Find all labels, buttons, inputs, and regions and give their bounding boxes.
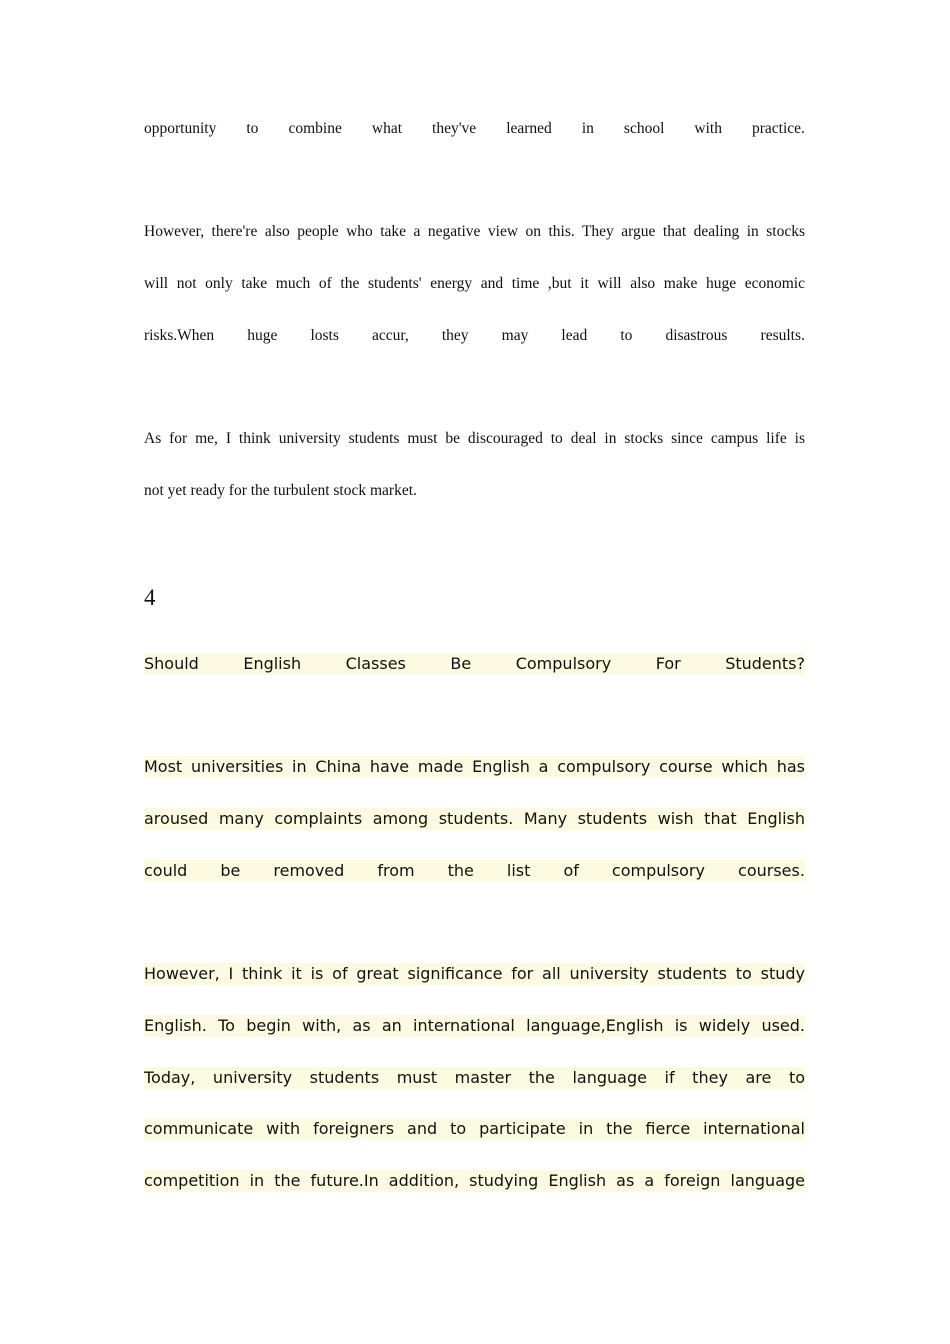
paragraph-line: Today, university students must master the language if they are to bbox=[144, 1068, 805, 1087]
word: in bbox=[581, 120, 594, 137]
word: to bbox=[620, 327, 633, 344]
word: English bbox=[243, 654, 302, 673]
word: disastrous bbox=[665, 327, 728, 344]
word: accur, bbox=[371, 327, 409, 344]
paragraph-line bbox=[144, 325, 805, 347]
paragraph-line: English. To begin with, as an international language,English is widely used. bbox=[144, 1016, 805, 1035]
word: Be bbox=[450, 654, 472, 673]
word: removed bbox=[273, 861, 345, 880]
paragraph-line: aroused many complaints among students. Many students wish that English bbox=[144, 809, 805, 828]
paragraph-line: As for me, I think university students must be discouraged to deal in stocks since campus life is bbox=[144, 430, 805, 447]
paragraph-line: will not only take much of the students' energy and time ,but it will also make huge economic bbox=[144, 275, 805, 292]
section-number: 4 bbox=[144, 585, 156, 610]
word: from bbox=[377, 861, 415, 880]
word: Classes bbox=[345, 654, 406, 673]
word: the bbox=[447, 861, 474, 880]
word: could bbox=[144, 861, 188, 880]
word: courses. bbox=[738, 861, 805, 880]
word: what bbox=[371, 120, 403, 137]
paragraph-line: However, I think it is of great significance for all university students to study bbox=[144, 964, 805, 983]
word: they've bbox=[432, 120, 477, 137]
word: of bbox=[563, 861, 579, 880]
word: may bbox=[501, 327, 529, 344]
word: learned bbox=[506, 120, 552, 137]
paragraph-line: However, there're also people who take a negative view on this. They argue that dealing in stocks bbox=[144, 223, 805, 240]
essay-title bbox=[144, 653, 805, 675]
word: results. bbox=[760, 327, 805, 344]
word: lead bbox=[561, 327, 588, 344]
paragraph-line: competition in the future.In addition, studying English as a foreign language bbox=[144, 1171, 805, 1190]
word: Compulsory bbox=[515, 654, 612, 673]
word: huge bbox=[247, 327, 278, 344]
word: For bbox=[655, 654, 681, 673]
word: risks.When bbox=[144, 327, 215, 344]
word: be bbox=[220, 861, 241, 880]
paragraph-line bbox=[144, 118, 805, 140]
word: school bbox=[623, 120, 665, 137]
word: to bbox=[246, 120, 259, 137]
word: compulsory bbox=[611, 861, 705, 880]
paragraph-line: communicate with foreigners and to participate in the fierce international bbox=[144, 1119, 805, 1138]
word: practice. bbox=[752, 120, 805, 137]
word: Should bbox=[144, 654, 199, 673]
word: with bbox=[694, 120, 722, 137]
word: Students? bbox=[725, 654, 805, 673]
paragraph-line bbox=[144, 860, 805, 882]
paragraph-line: Most universities in China have made English a compulsory course which has bbox=[144, 757, 805, 776]
word: opportunity bbox=[144, 120, 217, 137]
word: combine bbox=[288, 120, 342, 137]
word: list bbox=[506, 861, 531, 880]
word: losts bbox=[310, 327, 339, 344]
word: they bbox=[441, 327, 469, 344]
paragraph-line: not yet ready for the turbulent stock market. bbox=[144, 482, 417, 499]
